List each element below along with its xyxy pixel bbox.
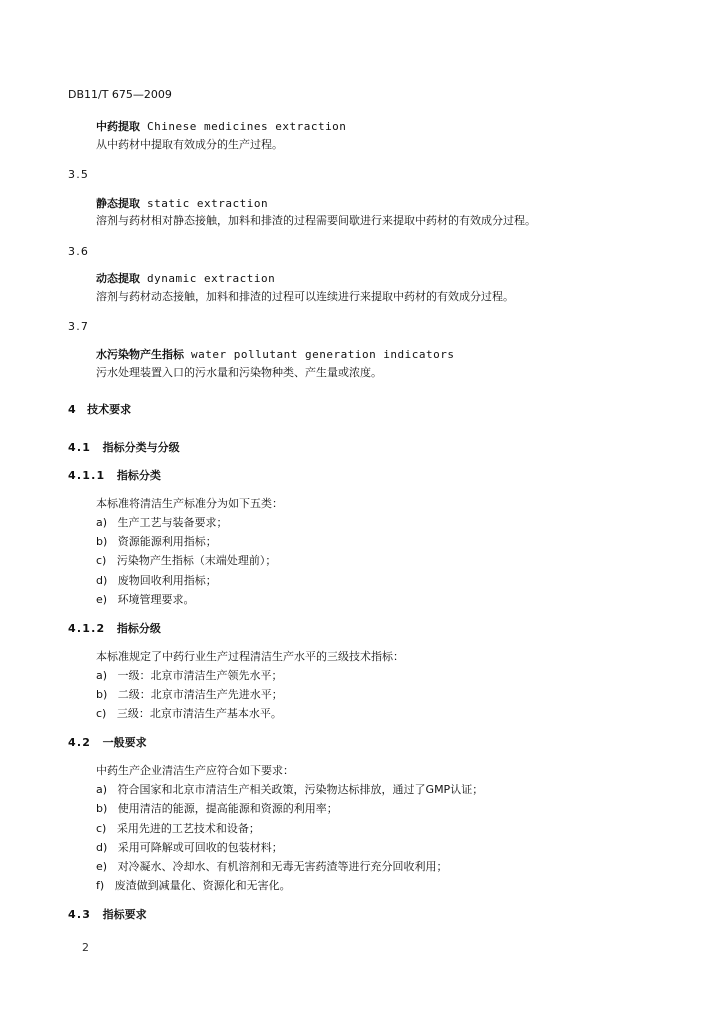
term-3-5 (96, 197, 268, 211)
list-item (96, 688, 283, 702)
list-item (96, 554, 276, 568)
definition-3-4: 从中药材中提取有效成分的生产过程。 (96, 138, 283, 151)
page-number: 2 (82, 941, 89, 954)
list-label: a) (96, 516, 108, 529)
term-en: dynamic extraction (147, 272, 276, 285)
intro-4-1-2: 本标准规定了中药行业生产过程清洁生产水平的三级技术指标： (96, 650, 404, 663)
list-label: e) (96, 860, 108, 873)
list-item (96, 822, 260, 836)
list-label: a) (96, 783, 108, 796)
list-item (96, 516, 228, 530)
list-label: b) (96, 802, 108, 815)
intro-4-2: 中药生产企业清洁生产应符合如下要求： (96, 764, 294, 777)
list-text: 使用清洁的能源，提高能源和资源的利用率； (117, 802, 338, 815)
term-cn: 静态提取 (96, 197, 140, 210)
list-label: d) (96, 841, 108, 854)
list-label: b) (96, 688, 108, 701)
list-text: 二级：北京市清洁生产先进水平； (117, 688, 283, 701)
list-label: c) (96, 707, 107, 720)
list-text: 污染物产生指标（末端处理前）； (116, 554, 277, 567)
list-text: 采用可降解或可回收的包装材料； (117, 841, 283, 854)
list-text: 符合国家和北京市清洁生产相关政策，污染物达标排放，通过了GMP认证； (117, 783, 484, 796)
list-item (96, 802, 338, 816)
heading-title: 技术要求 (87, 403, 132, 416)
term-en: static extraction (147, 197, 269, 210)
list-label: c) (96, 822, 107, 835)
list-label: e) (96, 593, 108, 606)
heading-title: 一般要求 (102, 736, 147, 749)
heading-title: 指标要求 (102, 908, 147, 921)
term-3-7 (96, 348, 455, 362)
section-heading-4-1-2 (68, 622, 161, 636)
section-heading-4 (68, 403, 131, 417)
list-label: b) (96, 535, 108, 548)
term-cn: 动态提取 (96, 272, 140, 285)
definition-3-7: 污水处理装置入口的污水量和污染物种类、产生量或浓度。 (96, 366, 382, 379)
term-3-4 (96, 120, 346, 134)
heading-title: 指标分类 (116, 469, 161, 482)
heading-number: 4.1.2 (68, 622, 106, 635)
list-text: 三级：北京市清洁生产基本水平。 (116, 707, 282, 720)
list-item (96, 535, 217, 549)
list-text: 废物回收利用指标； (117, 574, 217, 587)
section-number-3-7: 3.7 (68, 320, 90, 333)
heading-number: 4.3 (68, 908, 92, 921)
list-item (96, 783, 483, 797)
list-label: a) (96, 669, 108, 682)
section-number-3-5: 3.5 (68, 168, 90, 181)
section-heading-4-3 (68, 908, 147, 922)
standard-id: DB11/T 675—2009 (68, 88, 172, 101)
list-item (96, 707, 282, 721)
heading-title: 指标分类与分级 (102, 441, 180, 454)
term-cn: 中药提取 (96, 120, 140, 133)
list-label: c) (96, 554, 107, 567)
list-item (96, 593, 195, 607)
term-cn: 水污染物产生指标 (96, 348, 184, 361)
definition-3-5: 溶剂与药材相对静态接触，加料和排渣的过程需要间歇进行来提取中药材的有效成分过程。 (96, 214, 536, 227)
heading-number: 4.2 (68, 736, 92, 749)
list-item (96, 841, 283, 855)
heading-title: 指标分级 (116, 622, 161, 635)
list-text: 对冷凝水、冷却水、有机溶剂和无毒无害药渣等进行充分回收利用； (117, 860, 448, 873)
list-label: d) (96, 574, 108, 587)
list-text: 采用先进的工艺技术和设备； (116, 822, 260, 835)
list-text: 环境管理要求。 (117, 593, 195, 606)
heading-number: 4.1 (68, 441, 92, 454)
intro-4-1-1: 本标准将清洁生产标准分为如下五类： (96, 497, 283, 510)
list-text: 一级：北京市清洁生产领先水平； (117, 669, 283, 682)
list-text: 生产工艺与装备要求； (117, 516, 228, 529)
list-item (96, 669, 283, 683)
section-number-3-6: 3.6 (68, 245, 90, 258)
section-heading-4-1-1 (68, 469, 161, 483)
section-heading-4-2 (68, 736, 147, 750)
list-item (96, 574, 217, 588)
list-item (96, 860, 448, 874)
section-heading-4-1 (68, 441, 180, 455)
heading-number: 4 (68, 403, 76, 416)
list-text: 废渣做到减量化、资源化和无害化。 (114, 879, 291, 892)
heading-number: 4.1.1 (68, 469, 106, 482)
list-item (96, 879, 291, 893)
list-label: f) (96, 879, 105, 892)
term-3-6 (96, 272, 275, 286)
term-en: Chinese medicines extraction (147, 120, 347, 133)
definition-3-6: 溶剂与药材动态接触，加料和排渣的过程可以连续进行来提取中药材的有效成分过程。 (96, 290, 514, 303)
term-en: water pollutant generation indicators (191, 348, 455, 361)
list-text: 资源能源利用指标； (117, 535, 217, 548)
